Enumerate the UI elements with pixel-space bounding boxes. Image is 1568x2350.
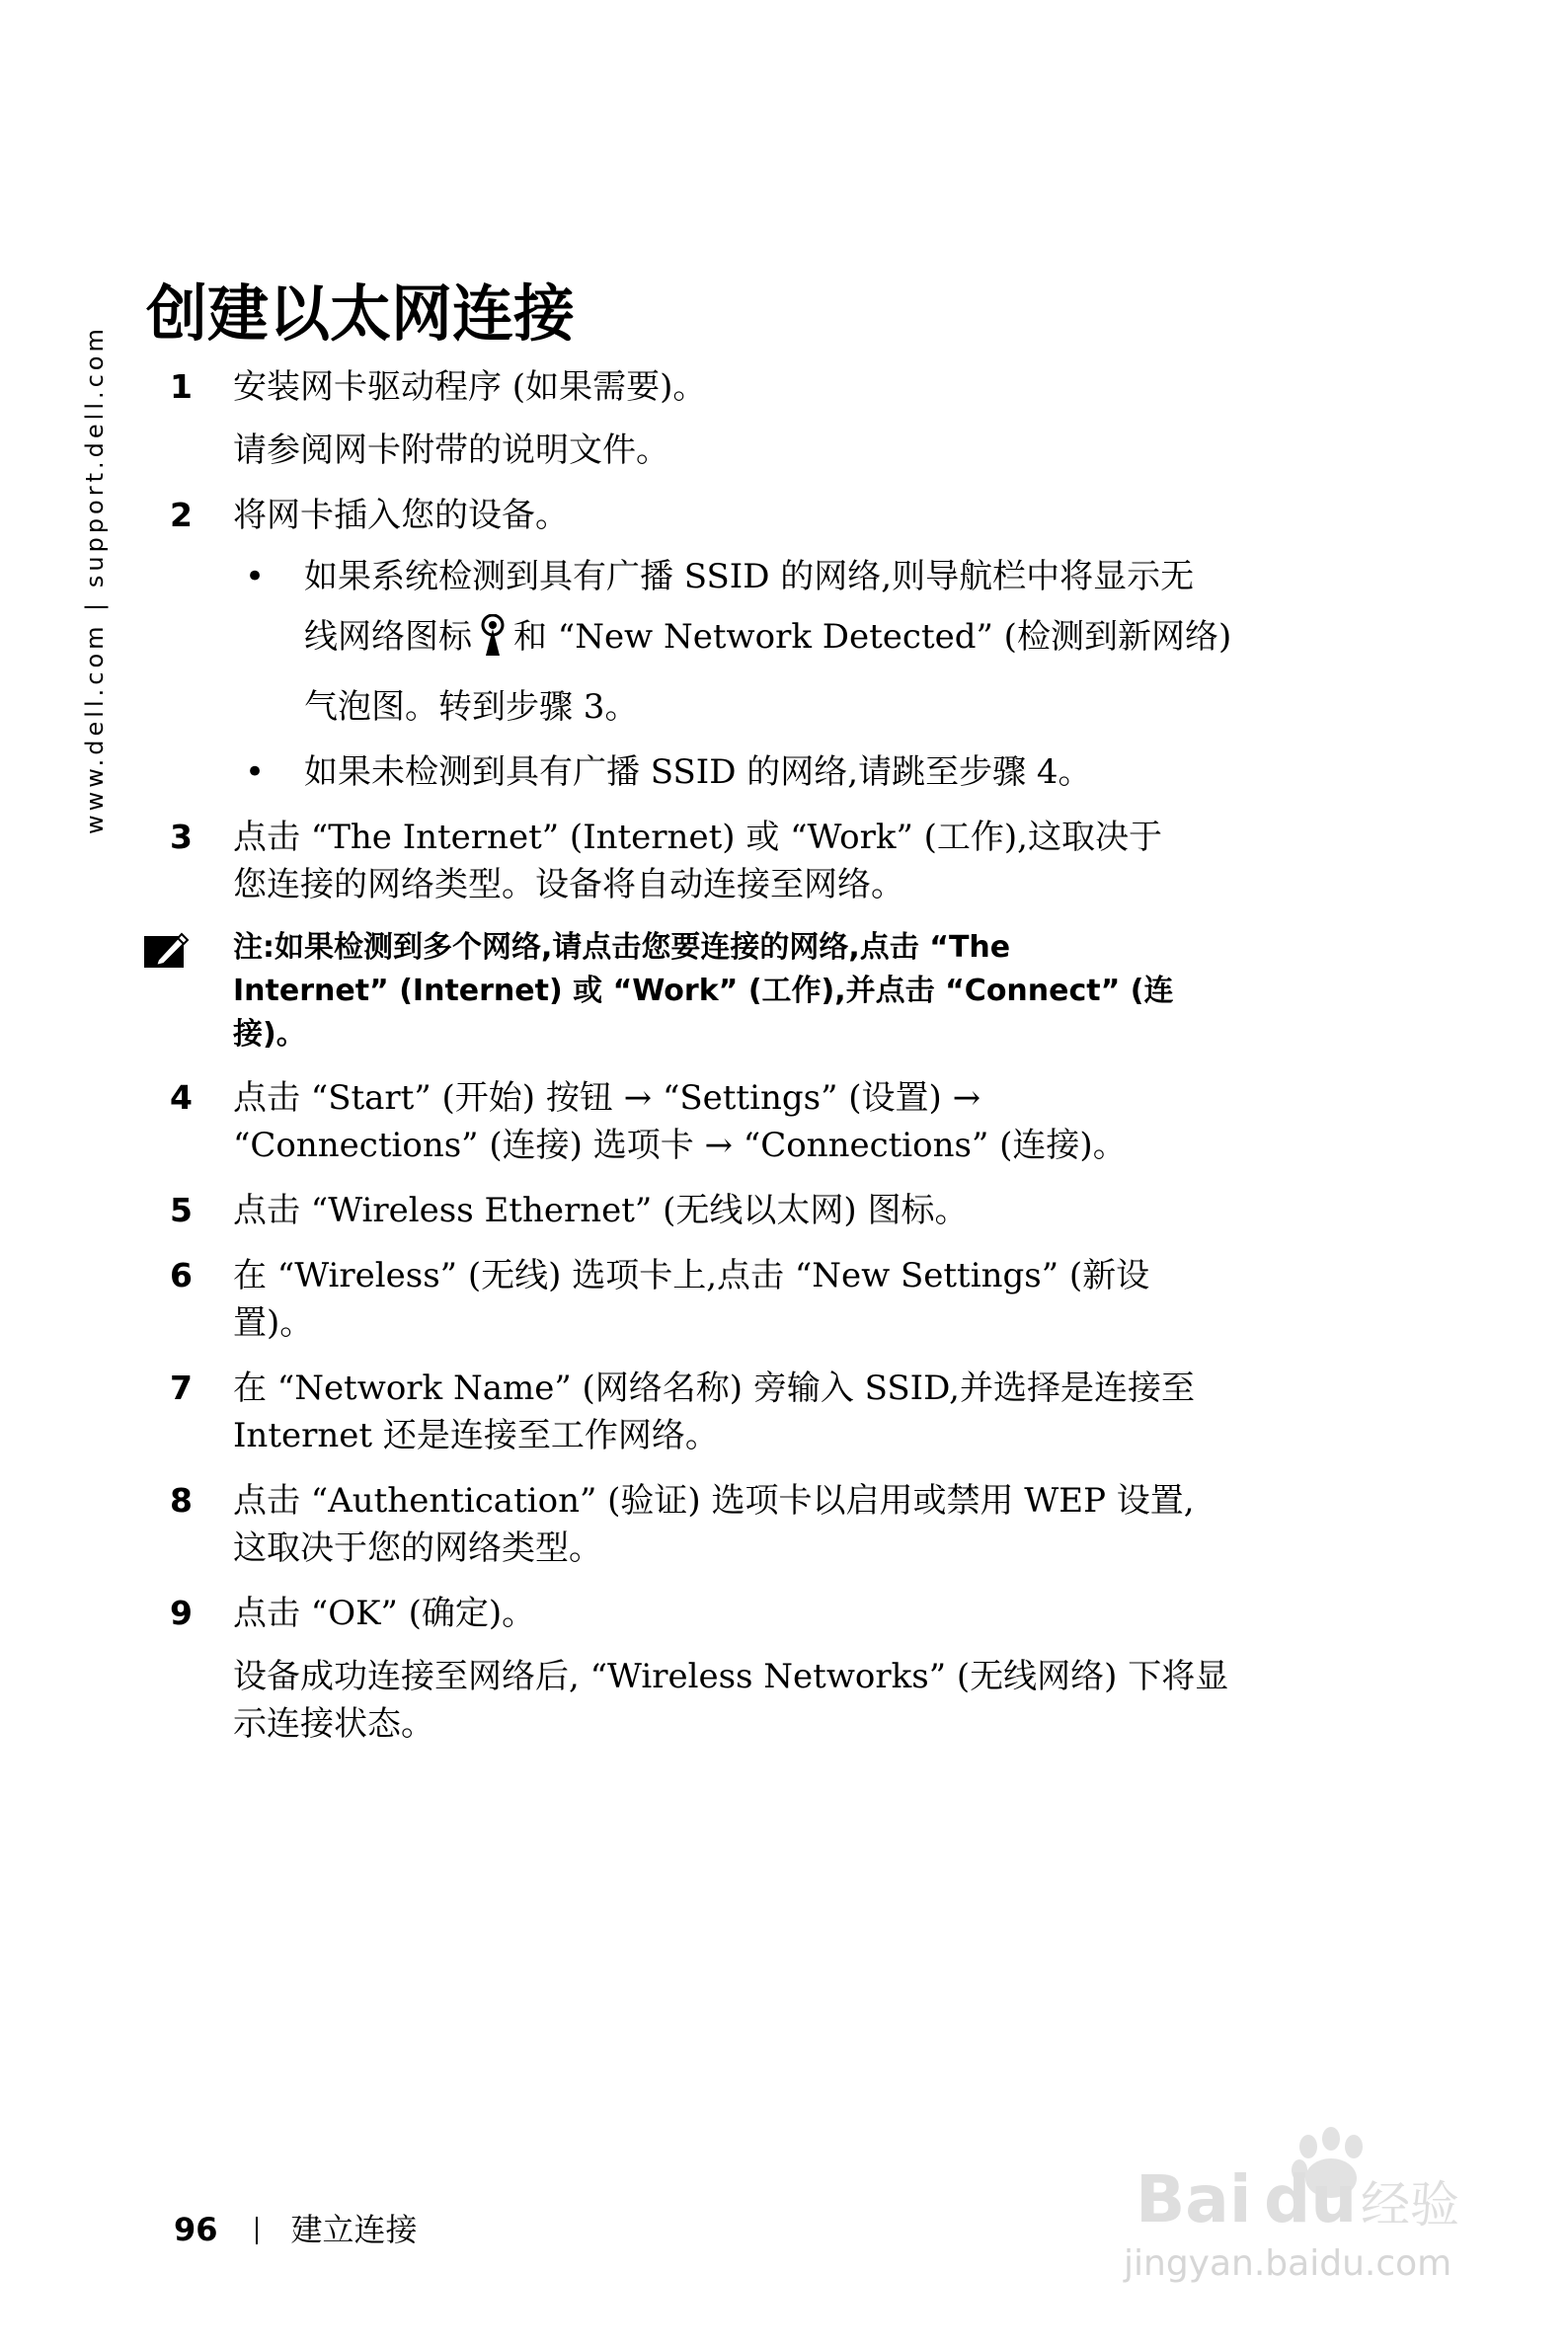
bullet-list [233, 553, 1374, 796]
bullet-icon: • [245, 557, 266, 596]
bullet-icon: • [245, 752, 266, 792]
step-text: 点击 “Start” (开始) 按钮 → “Settings” (设置) → [233, 1078, 981, 1118]
step-7 [170, 1365, 1374, 1459]
bullet-item [233, 553, 1374, 731]
step-3 [170, 814, 1374, 908]
page-footer [174, 2208, 418, 2251]
step-text: 您连接的网络类型。设备将自动连接至网络。 [233, 865, 904, 904]
bullet-text [304, 600, 1374, 683]
step-number: 6 [170, 1256, 193, 1294]
wireless-network-icon [480, 610, 506, 683]
footer-section-title: 建立连接 [290, 2211, 418, 2248]
step-9 [170, 1590, 1374, 1748]
step-number: 5 [170, 1191, 193, 1229]
step-6 [170, 1252, 1374, 1347]
step-text: 在 “Network Name” (网络名称) 旁输入 SSID,并选择是连接至 [233, 1369, 1195, 1408]
bullet-text: 如果未检测到具有广播 SSID 的网络,请跳至步骤 4。 [304, 752, 1092, 792]
baidu-watermark-logo [1116, 2123, 1471, 2245]
pencil-note-icon [142, 930, 190, 982]
step-text: 这取决于您的网络类型。 [233, 1528, 602, 1568]
step-text: 点击 “Wireless Ethernet” (无线以太网) 图标。 [233, 1191, 969, 1230]
main-content [170, 363, 1374, 1765]
bullet-text: 如果系统检测到具有广播 SSID 的网络,则导航栏中将显示无 [304, 557, 1195, 596]
side-url: www.dell.com | support.dell.com [81, 325, 109, 835]
bullet-text: 气泡图。转到步骤 3。 [304, 687, 639, 727]
note-label: 注: [233, 930, 274, 965]
step-text: 点击 “Authentication” (验证) 选项卡以启用或禁用 WEP 设置, [233, 1481, 1195, 1521]
step-8 [170, 1477, 1374, 1572]
bullet-item [233, 748, 1374, 796]
bullet-text-part: 线网络图标 [304, 617, 472, 657]
step-number: 1 [170, 367, 193, 406]
svg-text:Bai: Bai [1136, 2161, 1252, 2237]
note-text [233, 926, 1374, 970]
footer-divider [256, 2217, 258, 2244]
bullet-text-part: 和 “New Network Detected” (检测到新网络) [513, 617, 1232, 657]
step-text: 置)。 [233, 1303, 314, 1343]
step-number: 8 [170, 1481, 193, 1520]
step-5 [170, 1187, 1374, 1234]
step-text: “Connections” (连接) 选项卡 → “Connections” (连接)。 [233, 1126, 1127, 1165]
step-number: 4 [170, 1078, 193, 1117]
step-number: 7 [170, 1369, 193, 1407]
step-note-text: 请参阅网卡附带的说明文件。 [233, 431, 669, 470]
svg-text:du: du [1264, 2161, 1358, 2237]
step-number: 3 [170, 818, 193, 856]
step-text: 在 “Wireless” (无线) 选项卡上,点击 “New Settings” (新设 [233, 1256, 1150, 1295]
step-note-text: 示连接状态。 [233, 1704, 434, 1744]
note-block [150, 926, 1374, 1057]
watermark-url: jingyan.baidu.com [1124, 2243, 1452, 2284]
step-number: 2 [170, 496, 193, 534]
step-1 [170, 363, 1374, 474]
step-note-text: 设备成功连接至网络后, “Wireless Networks” (无线网络) 下将显 [233, 1657, 1229, 1696]
note-text: 接)。 [233, 1017, 306, 1052]
step-text: 点击 “OK” (确定)。 [233, 1594, 536, 1633]
page-number: 96 [174, 2211, 218, 2248]
step-4 [170, 1074, 1374, 1169]
note-text: Internet” (Internet) 或 “Work” (工作),并点击 “Connect” (连 [233, 974, 1174, 1008]
page-title: 创建以太网连接 [146, 277, 576, 350]
step-text: 将网卡插入您的设备。 [233, 496, 569, 535]
step-text: 安装网卡驱动程序 (如果需要)。 [233, 367, 707, 407]
step-text: Internet 还是连接至工作网络。 [233, 1416, 719, 1455]
step-text: 点击 “The Internet” (Internet) 或 “Work” (工作),这取决于 [233, 818, 1162, 857]
svg-text:经验: 经验 [1361, 2176, 1459, 2233]
note-text-part: 如果检测到多个网络,请点击您要连接的网络,点击 “The [274, 930, 1011, 965]
step-2 [170, 492, 1374, 796]
step-number: 9 [170, 1594, 193, 1632]
